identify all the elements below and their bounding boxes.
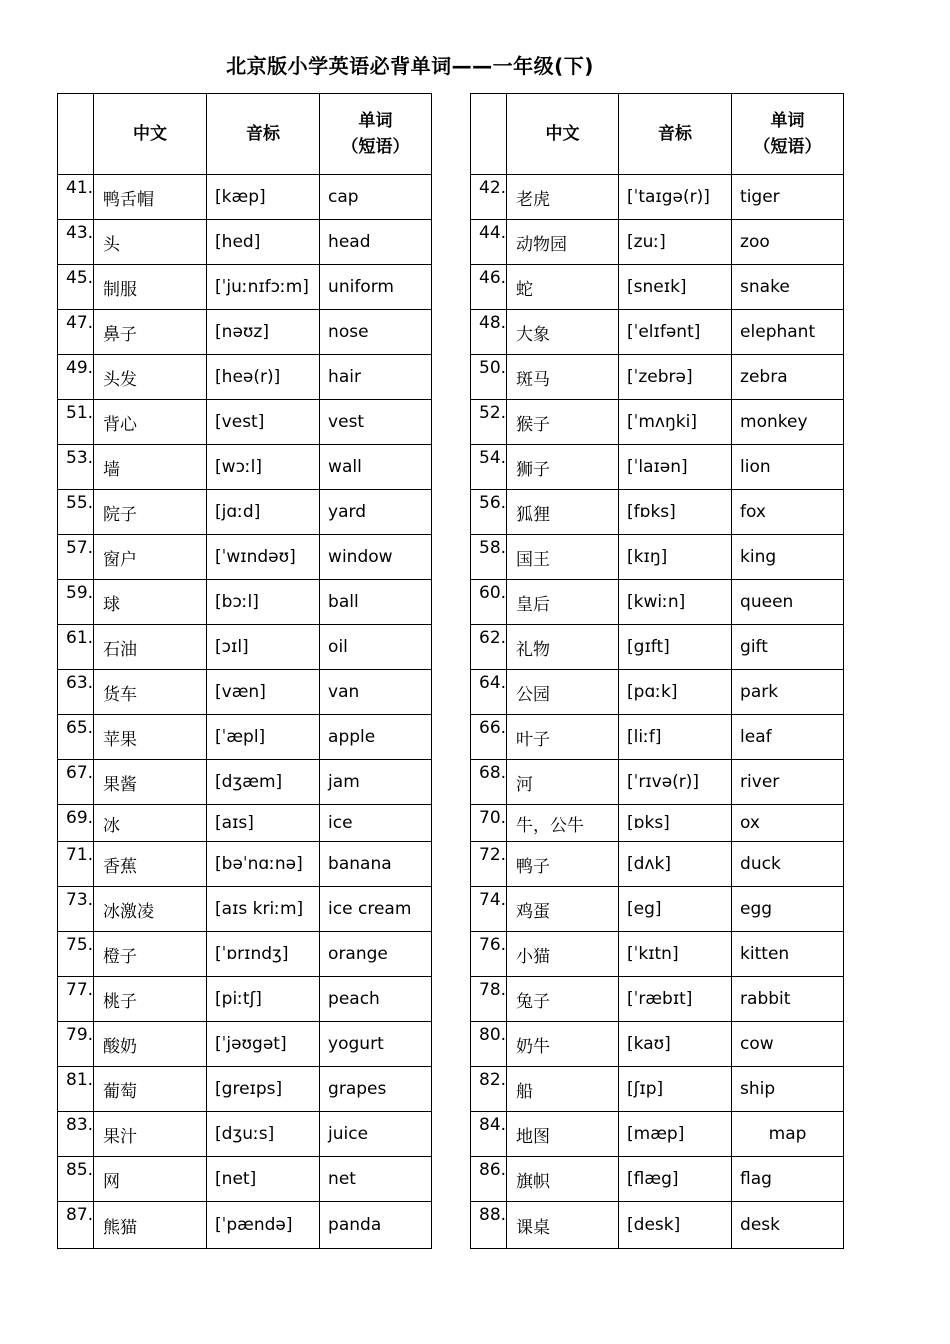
- table-row: [471, 220, 844, 265]
- word-cell: orange: [320, 932, 432, 977]
- phonetic-cell: [ɔɪl]: [207, 625, 320, 670]
- word-cell: tiger: [732, 175, 844, 220]
- row-number: 72.: [471, 842, 507, 887]
- header-word-line2: （短语）: [753, 137, 822, 157]
- word-cell: kitten: [732, 932, 844, 977]
- word-cell: map: [732, 1112, 844, 1157]
- chinese-cell: 果汁: [94, 1112, 207, 1157]
- word-cell: river: [732, 760, 844, 805]
- word-cell: fox: [732, 490, 844, 535]
- row-number: 61.: [58, 625, 94, 670]
- phonetic-cell: [dʒuːs]: [207, 1112, 320, 1157]
- table-header-row: [471, 94, 844, 175]
- word-cell: grapes: [320, 1067, 432, 1112]
- chinese-cell: 鼻子: [94, 310, 207, 355]
- chinese-cell: 礼物: [507, 625, 619, 670]
- table-row: [471, 1202, 844, 1249]
- table-row: [471, 760, 844, 805]
- phonetic-cell: [ˈelɪfənt]: [619, 310, 732, 355]
- header-word-line2: （短语）: [341, 137, 410, 157]
- phonetic-cell: [liːf]: [619, 715, 732, 760]
- chinese-cell: 奶牛: [507, 1022, 619, 1067]
- phonetic-cell: [fɒks]: [619, 490, 732, 535]
- word-cell: king: [732, 535, 844, 580]
- table-row: [58, 220, 432, 265]
- header-word-line1: 单词: [770, 111, 805, 131]
- chinese-cell: 动物园: [507, 220, 619, 265]
- row-number: 85.: [58, 1157, 94, 1202]
- row-number: 87.: [58, 1202, 94, 1249]
- table-row: [58, 535, 432, 580]
- chinese-cell: 货车: [94, 670, 207, 715]
- word-cell: van: [320, 670, 432, 715]
- chinese-cell: 狐狸: [507, 490, 619, 535]
- table-row: [58, 760, 432, 805]
- header-phonetic: 音标: [207, 94, 320, 175]
- chinese-cell: 制服: [94, 265, 207, 310]
- table-row: [471, 805, 844, 842]
- row-number: 82.: [471, 1067, 507, 1112]
- row-number: 77.: [58, 977, 94, 1022]
- header-word: [320, 94, 432, 175]
- word-cell: zebra: [732, 355, 844, 400]
- table-row: [471, 842, 844, 887]
- chinese-cell: 斑马: [507, 355, 619, 400]
- word-cell: desk: [732, 1202, 844, 1249]
- phonetic-cell: [gɪft]: [619, 625, 732, 670]
- phonetic-cell: [heə(r)]: [207, 355, 320, 400]
- phonetic-cell: [kæp]: [207, 175, 320, 220]
- chinese-cell: 酸奶: [94, 1022, 207, 1067]
- word-cell: queen: [732, 580, 844, 625]
- word-cell: juice: [320, 1112, 432, 1157]
- table-row: [58, 670, 432, 715]
- chinese-cell: 兔子: [507, 977, 619, 1022]
- word-cell: park: [732, 670, 844, 715]
- row-number: 54.: [471, 445, 507, 490]
- table-row: [471, 310, 844, 355]
- page-title: 北京版小学英语必背单词——一年级(下): [226, 54, 594, 78]
- row-number: 70.: [471, 805, 507, 842]
- chinese-cell: 冰激凌: [94, 887, 207, 932]
- chinese-cell: 国王: [507, 535, 619, 580]
- row-number: 84.: [471, 1112, 507, 1157]
- chinese-cell: 课桌: [507, 1202, 619, 1249]
- row-number: 66.: [471, 715, 507, 760]
- table-row: [471, 580, 844, 625]
- phonetic-cell: [ˈzebrə]: [619, 355, 732, 400]
- table-row: [471, 887, 844, 932]
- row-number: 49.: [58, 355, 94, 400]
- chinese-cell: 公园: [507, 670, 619, 715]
- word-cell: cap: [320, 175, 432, 220]
- row-number: 83.: [58, 1112, 94, 1157]
- word-cell: snake: [732, 265, 844, 310]
- header-chinese: 中文: [94, 94, 207, 175]
- word-cell: duck: [732, 842, 844, 887]
- phonetic-cell: [sneɪk]: [619, 265, 732, 310]
- chinese-cell: 头发: [94, 355, 207, 400]
- phonetic-cell: [ɒks]: [619, 805, 732, 842]
- row-number: 44.: [471, 220, 507, 265]
- vocabulary-table-right: [470, 93, 844, 1249]
- row-number: 76.: [471, 932, 507, 977]
- row-number: 56.: [471, 490, 507, 535]
- row-number: 41.: [58, 175, 94, 220]
- table-header-row: [58, 94, 432, 175]
- phonetic-cell: [piːtʃ]: [207, 977, 320, 1022]
- table-row: [58, 355, 432, 400]
- table-row: [471, 977, 844, 1022]
- word-cell: yogurt: [320, 1022, 432, 1067]
- phonetic-cell: [ˈlaɪən]: [619, 445, 732, 490]
- chinese-cell: 蛇: [507, 265, 619, 310]
- phonetic-cell: [ˈkɪtn]: [619, 932, 732, 977]
- chinese-cell: 皇后: [507, 580, 619, 625]
- word-cell: nose: [320, 310, 432, 355]
- row-number: 42.: [471, 175, 507, 220]
- word-cell: egg: [732, 887, 844, 932]
- phonetic-cell: [greɪps]: [207, 1067, 320, 1112]
- row-number: 53.: [58, 445, 94, 490]
- row-number: 55.: [58, 490, 94, 535]
- phonetic-cell: [kɪŋ]: [619, 535, 732, 580]
- row-number: 57.: [58, 535, 94, 580]
- row-number: 47.: [58, 310, 94, 355]
- row-number: 88.: [471, 1202, 507, 1249]
- word-cell: banana: [320, 842, 432, 887]
- phonetic-cell: [ˈwɪndəʊ]: [207, 535, 320, 580]
- row-number: 79.: [58, 1022, 94, 1067]
- word-cell: ship: [732, 1067, 844, 1112]
- word-cell: ox: [732, 805, 844, 842]
- chinese-cell: 老虎: [507, 175, 619, 220]
- chinese-cell: 果酱: [94, 760, 207, 805]
- phonetic-cell: [væn]: [207, 670, 320, 715]
- phonetic-cell: [mæp]: [619, 1112, 732, 1157]
- phonetic-cell: [ˈrɪvə(r)]: [619, 760, 732, 805]
- word-cell: vest: [320, 400, 432, 445]
- word-cell: ice cream: [320, 887, 432, 932]
- word-cell: cow: [732, 1022, 844, 1067]
- table-row: [471, 535, 844, 580]
- table-row: [471, 1157, 844, 1202]
- phonetic-cell: [ˈjuːnɪfɔːm]: [207, 265, 320, 310]
- table-row: [471, 400, 844, 445]
- phonetic-cell: [pɑːk]: [619, 670, 732, 715]
- phonetic-cell: [ʃɪp]: [619, 1067, 732, 1112]
- chinese-cell: 大象: [507, 310, 619, 355]
- word-cell: wall: [320, 445, 432, 490]
- phonetic-cell: [eg]: [619, 887, 732, 932]
- chinese-cell: 船: [507, 1067, 619, 1112]
- chinese-cell: 河: [507, 760, 619, 805]
- chinese-cell: 叶子: [507, 715, 619, 760]
- chinese-cell: 地图: [507, 1112, 619, 1157]
- table-row: [58, 580, 432, 625]
- table-row: [471, 1112, 844, 1157]
- word-cell: elephant: [732, 310, 844, 355]
- row-number: 75.: [58, 932, 94, 977]
- table-row: [471, 265, 844, 310]
- row-number: 67.: [58, 760, 94, 805]
- chinese-cell: 冰: [94, 805, 207, 842]
- chinese-cell: 网: [94, 1157, 207, 1202]
- header-number: [58, 94, 94, 175]
- word-cell: head: [320, 220, 432, 265]
- word-cell: jam: [320, 760, 432, 805]
- table-row: [471, 715, 844, 760]
- phonetic-cell: [desk]: [619, 1202, 732, 1249]
- chinese-cell: 桃子: [94, 977, 207, 1022]
- phonetic-cell: [wɔːl]: [207, 445, 320, 490]
- chinese-cell: 小猫: [507, 932, 619, 977]
- phonetic-cell: [ˈtaɪgə(r)]: [619, 175, 732, 220]
- header-chinese: 中文: [507, 94, 619, 175]
- phonetic-cell: [ˈmʌŋki]: [619, 400, 732, 445]
- word-cell: gift: [732, 625, 844, 670]
- phonetic-cell: [ˈræbɪt]: [619, 977, 732, 1022]
- table-row: [58, 265, 432, 310]
- phonetic-cell: [bəˈnɑːnə]: [207, 842, 320, 887]
- row-number: 68.: [471, 760, 507, 805]
- phonetic-cell: [ˈæpl]: [207, 715, 320, 760]
- table-row: [58, 625, 432, 670]
- row-number: 52.: [471, 400, 507, 445]
- row-number: 64.: [471, 670, 507, 715]
- word-cell: leaf: [732, 715, 844, 760]
- table-row: [471, 932, 844, 977]
- table-row: [58, 175, 432, 220]
- word-cell: monkey: [732, 400, 844, 445]
- table-row: [58, 400, 432, 445]
- word-cell: rabbit: [732, 977, 844, 1022]
- row-number: 65.: [58, 715, 94, 760]
- row-number: 58.: [471, 535, 507, 580]
- table-row: [58, 1157, 432, 1202]
- table-row: [58, 1202, 432, 1249]
- chinese-cell: 狮子: [507, 445, 619, 490]
- chinese-cell: 墙: [94, 445, 207, 490]
- table-row: [58, 932, 432, 977]
- table-row: [58, 715, 432, 760]
- chinese-cell: 熊猫: [94, 1202, 207, 1249]
- phonetic-cell: [flæg]: [619, 1157, 732, 1202]
- row-number: 51.: [58, 400, 94, 445]
- row-number: 63.: [58, 670, 94, 715]
- phonetic-cell: [ˈpændə]: [207, 1202, 320, 1249]
- table-row: [58, 977, 432, 1022]
- row-number: 43.: [58, 220, 94, 265]
- chinese-cell: 窗户: [94, 535, 207, 580]
- chinese-cell: 猴子: [507, 400, 619, 445]
- table-row: [58, 1067, 432, 1112]
- row-number: 62.: [471, 625, 507, 670]
- row-number: 71.: [58, 842, 94, 887]
- chinese-cell: 鸡蛋: [507, 887, 619, 932]
- table-row: [58, 1112, 432, 1157]
- word-cell: net: [320, 1157, 432, 1202]
- row-number: 80.: [471, 1022, 507, 1067]
- word-cell: panda: [320, 1202, 432, 1249]
- chinese-cell: 背心: [94, 400, 207, 445]
- chinese-cell: 院子: [94, 490, 207, 535]
- table-row: [58, 805, 432, 842]
- chinese-cell: 石油: [94, 625, 207, 670]
- word-cell: uniform: [320, 265, 432, 310]
- table-row: [471, 355, 844, 400]
- table-row: [58, 445, 432, 490]
- table-row: [58, 490, 432, 535]
- chinese-cell: 香蕉: [94, 842, 207, 887]
- row-number: 74.: [471, 887, 507, 932]
- table-row: [471, 490, 844, 535]
- chinese-cell: 鸭舌帽: [94, 175, 207, 220]
- chinese-cell: 橙子: [94, 932, 207, 977]
- table-row: [471, 1067, 844, 1112]
- row-number: 78.: [471, 977, 507, 1022]
- phonetic-cell: [nəʊz]: [207, 310, 320, 355]
- word-cell: lion: [732, 445, 844, 490]
- chinese-cell: 葡萄: [94, 1067, 207, 1112]
- phonetic-cell: [ˈɒrɪndʒ]: [207, 932, 320, 977]
- row-number: 69.: [58, 805, 94, 842]
- table-row: [58, 1022, 432, 1067]
- chinese-cell: 头: [94, 220, 207, 265]
- phonetic-cell: [zuː]: [619, 220, 732, 265]
- word-cell: ice: [320, 805, 432, 842]
- chinese-cell: 鸭子: [507, 842, 619, 887]
- word-cell: zoo: [732, 220, 844, 265]
- table-row: [471, 625, 844, 670]
- header-word-line1: 单词: [358, 111, 393, 131]
- table-row: [471, 1022, 844, 1067]
- chinese-cell: 苹果: [94, 715, 207, 760]
- table-row: [471, 445, 844, 490]
- table-row: [58, 310, 432, 355]
- word-cell: hair: [320, 355, 432, 400]
- row-number: 50.: [471, 355, 507, 400]
- vocabulary-table-left: [57, 93, 432, 1249]
- row-number: 73.: [58, 887, 94, 932]
- phonetic-cell: [bɔːl]: [207, 580, 320, 625]
- row-number: 86.: [471, 1157, 507, 1202]
- phonetic-cell: [aɪs kriːm]: [207, 887, 320, 932]
- row-number: 45.: [58, 265, 94, 310]
- phonetic-cell: [aɪs]: [207, 805, 320, 842]
- word-cell: flag: [732, 1157, 844, 1202]
- phonetic-cell: [vest]: [207, 400, 320, 445]
- row-number: 46.: [471, 265, 507, 310]
- phonetic-cell: [kwiːn]: [619, 580, 732, 625]
- row-number: 81.: [58, 1067, 94, 1112]
- row-number: 59.: [58, 580, 94, 625]
- chinese-cell: 牛，公牛: [507, 805, 619, 842]
- word-cell: yard: [320, 490, 432, 535]
- phonetic-cell: [ˈjəʊgət]: [207, 1022, 320, 1067]
- row-number: 60.: [471, 580, 507, 625]
- table-row: [471, 670, 844, 715]
- row-number: 48.: [471, 310, 507, 355]
- header-phonetic: 音标: [619, 94, 732, 175]
- header-number: [471, 94, 507, 175]
- word-cell: ball: [320, 580, 432, 625]
- word-cell: peach: [320, 977, 432, 1022]
- phonetic-cell: [hed]: [207, 220, 320, 265]
- chinese-cell: 球: [94, 580, 207, 625]
- word-cell: oil: [320, 625, 432, 670]
- chinese-cell: 旗帜: [507, 1157, 619, 1202]
- phonetic-cell: [jɑːd]: [207, 490, 320, 535]
- table-row: [471, 175, 844, 220]
- phonetic-cell: [kaʊ]: [619, 1022, 732, 1067]
- phonetic-cell: [net]: [207, 1157, 320, 1202]
- table-row: [58, 887, 432, 932]
- phonetic-cell: [dʒæm]: [207, 760, 320, 805]
- header-word: [732, 94, 844, 175]
- word-cell: apple: [320, 715, 432, 760]
- table-row: [58, 842, 432, 887]
- phonetic-cell: [dʌk]: [619, 842, 732, 887]
- word-cell: window: [320, 535, 432, 580]
